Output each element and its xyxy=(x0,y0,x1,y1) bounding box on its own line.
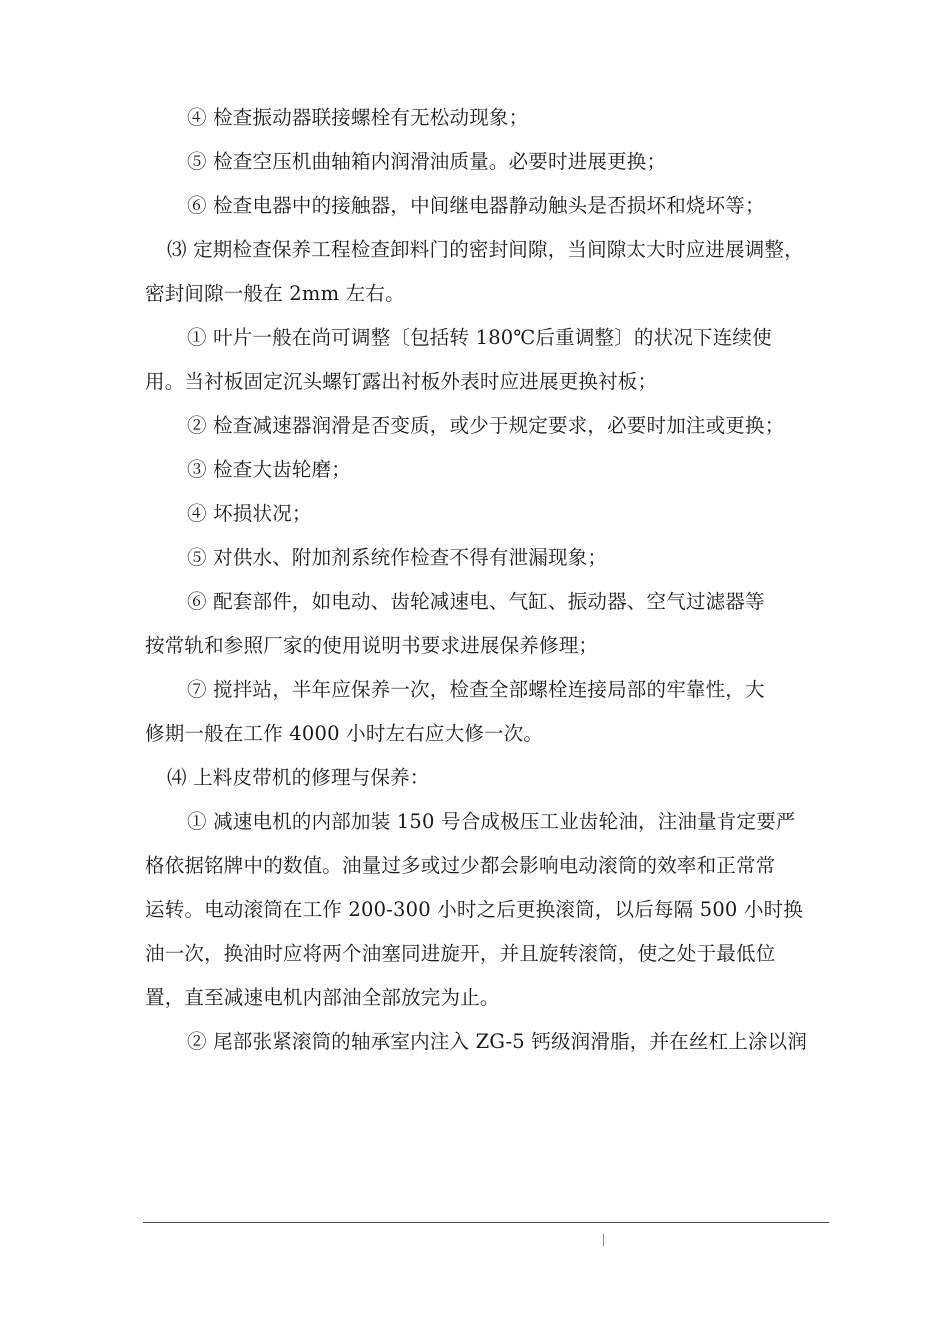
text-line: ⑤ 检查空压机曲轴箱内润滑油质量。必要时进展更换； xyxy=(187,150,667,173)
body-text xyxy=(145,96,870,1064)
text-line: ⑦ 搅拌站，半年应保养一次，检查全部螺栓连接局部的牢靠性，大 xyxy=(187,678,765,701)
text-line: ⑥ 检查电器中的接触器，中间继电器静动触头是否损坏和烧坏等； xyxy=(187,194,765,217)
text-line: 按常轨和参照厂家的使用说明书要求进展保养修理； xyxy=(145,634,599,657)
text-line: ④ 坏损状况； xyxy=(187,502,312,525)
text-line: ① 减速电机的内部加装 150 号合成极压工业齿轮油，注油量肯定要严 xyxy=(187,810,796,833)
text-line: 运转。电动滚筒在工作 200-300 小时之后更换滚筒，以后每隔 500 小时换 xyxy=(145,898,804,921)
text-line: ⑤ 对供水、附加剂系统作检查不得有泄漏现象； xyxy=(187,546,608,569)
text-line: 密封间隙一般在 2mm 左右。 xyxy=(145,282,405,305)
text-line: ③ 检查大齿轮磨； xyxy=(187,458,351,481)
text-line: ② 尾部张紧滚筒的轴承室内注入 ZG-5 钙级润滑脂，并在丝杠上涂以润 xyxy=(187,1030,808,1053)
text-line: 用。当衬板固定沉头螺钉露出衬板外表时应进展更换衬板； xyxy=(145,370,658,393)
text-line: 修期一般在工作 4000 小时左右应大修一次。 xyxy=(145,722,544,745)
text-line: ④ 检查振动器联接螺栓有无松动现象； xyxy=(187,106,529,129)
text-line: ⑥ 配套部件，如电动、齿轮减速电、气缸、振动器、空气过滤器等 xyxy=(187,590,765,613)
section-heading: ⑷ 上料皮带机的修理与保养： xyxy=(167,766,430,789)
footer-divider xyxy=(143,1222,829,1223)
text-line: ② 检查减速器润滑是否变质，或少于规定要求，必要时加注或更换； xyxy=(187,414,785,437)
text-line: 格依据铭牌中的数值。油量过多或过少都会影响电动滚筒的效率和正常常 xyxy=(145,854,776,877)
text-line: ① 叶片一般在尚可调整〔包括转 180℃后重调整〕的状况下连续使 xyxy=(187,326,772,349)
text-line: 油一次，换油时应将两个油塞同进旋开，并且旋转滚筒，使之处于最低位 xyxy=(145,942,776,965)
footer-page-marker xyxy=(603,1234,604,1246)
text-line: 置，直至减速电机内部油全部放完为止。 xyxy=(145,986,500,1009)
section-heading: ⑶ 定期检查保养工程检查卸料门的密封间隙，当间隙太大时应进展调整， xyxy=(167,238,804,261)
